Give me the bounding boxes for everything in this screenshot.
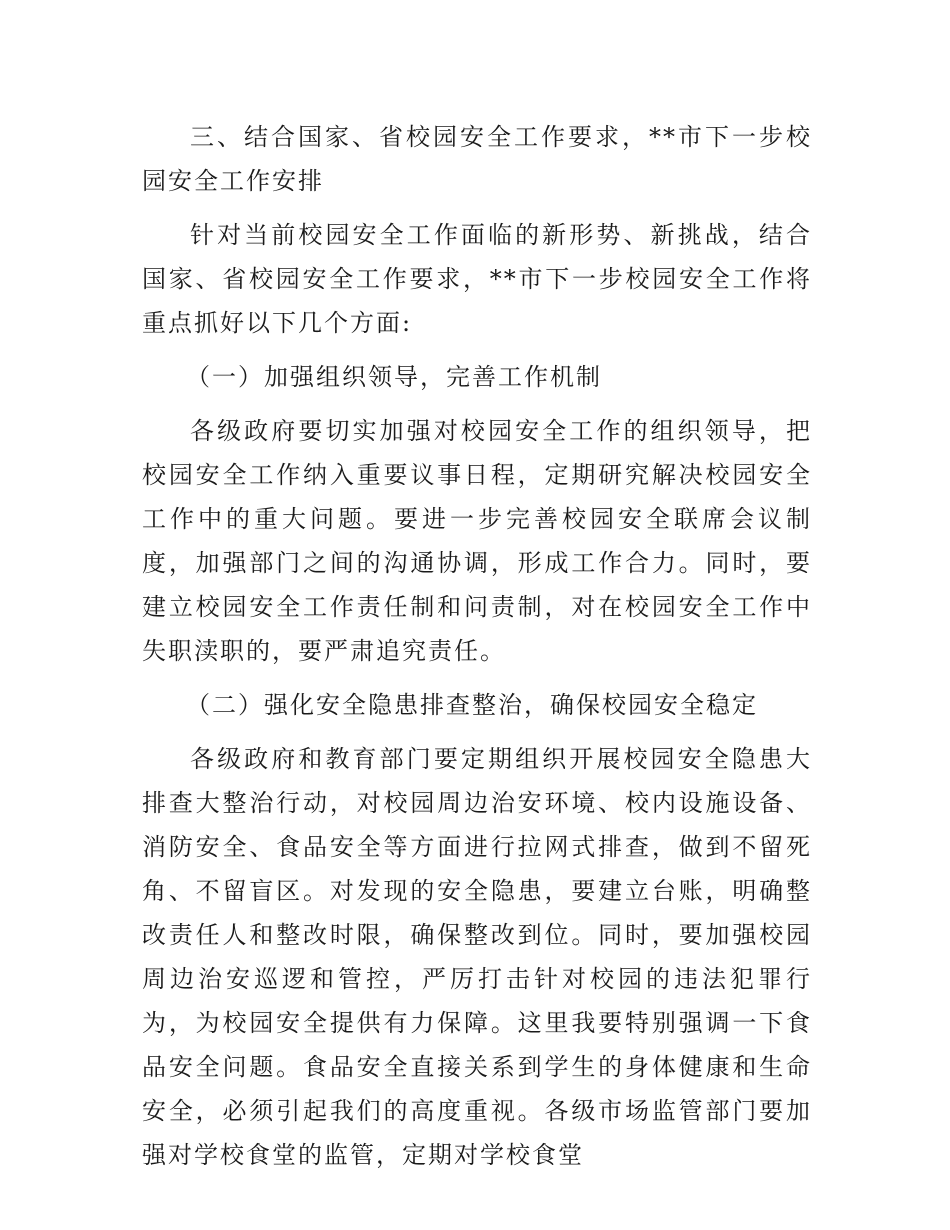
- intro-paragraph: 针对当前校园安全工作面临的新形势、新挑战，结合国家、省校园安全工作要求，**市下一步校园安全工作将重点抓好以下几个方面:: [142, 221, 812, 337]
- document-body: [142, 115, 812, 1187]
- subsection-heading-1: （一）加强组织领导，完善工作机制: [186, 363, 602, 391]
- subsection-body-1: 各级政府要切实加强对校园安全工作的组织领导，把校园安全工作纳入重要议事日程，定期研究解决校园安全工作中的重大问题。要进一步完善校园安全联席会议制度，加强部门之间的沟通协调，形成工作合力。同时，要建立校园安全工作责任制和问责制，对在校园安全工作中失职渎职的，要严肃追究责任。: [142, 417, 812, 665]
- subsection-heading-2: （二）强化安全隐患排查整治，确保校园安全稳定: [186, 691, 758, 719]
- section-heading: 三、结合国家、省校园安全工作要求，**市下一步校园安全工作安排: [142, 123, 812, 195]
- subsection-body-2: 各级政府和教育部门要定期组织开展校园安全隐患大排查大整治行动，对校园周边治安环境、校内设施设备、消防安全、食品安全等方面进行拉网式排查，做到不留死角、不留盲区。对发现的安全隐患，要建立台账，明确整改责任人和整改时限，确保整改到位。同时，要加强校园周边治安巡逻和管控，严厉打击针对校园的违法犯罪行为，为校园安全提供有力保障。这里我要特别强调一下食品安全问题。食品安全直接关系到学生的身体健康和生命安全，必须引起我们的高度重视。各级市场监管部门要加强对学校食堂的监管，定期对学校食堂: [142, 745, 812, 1169]
